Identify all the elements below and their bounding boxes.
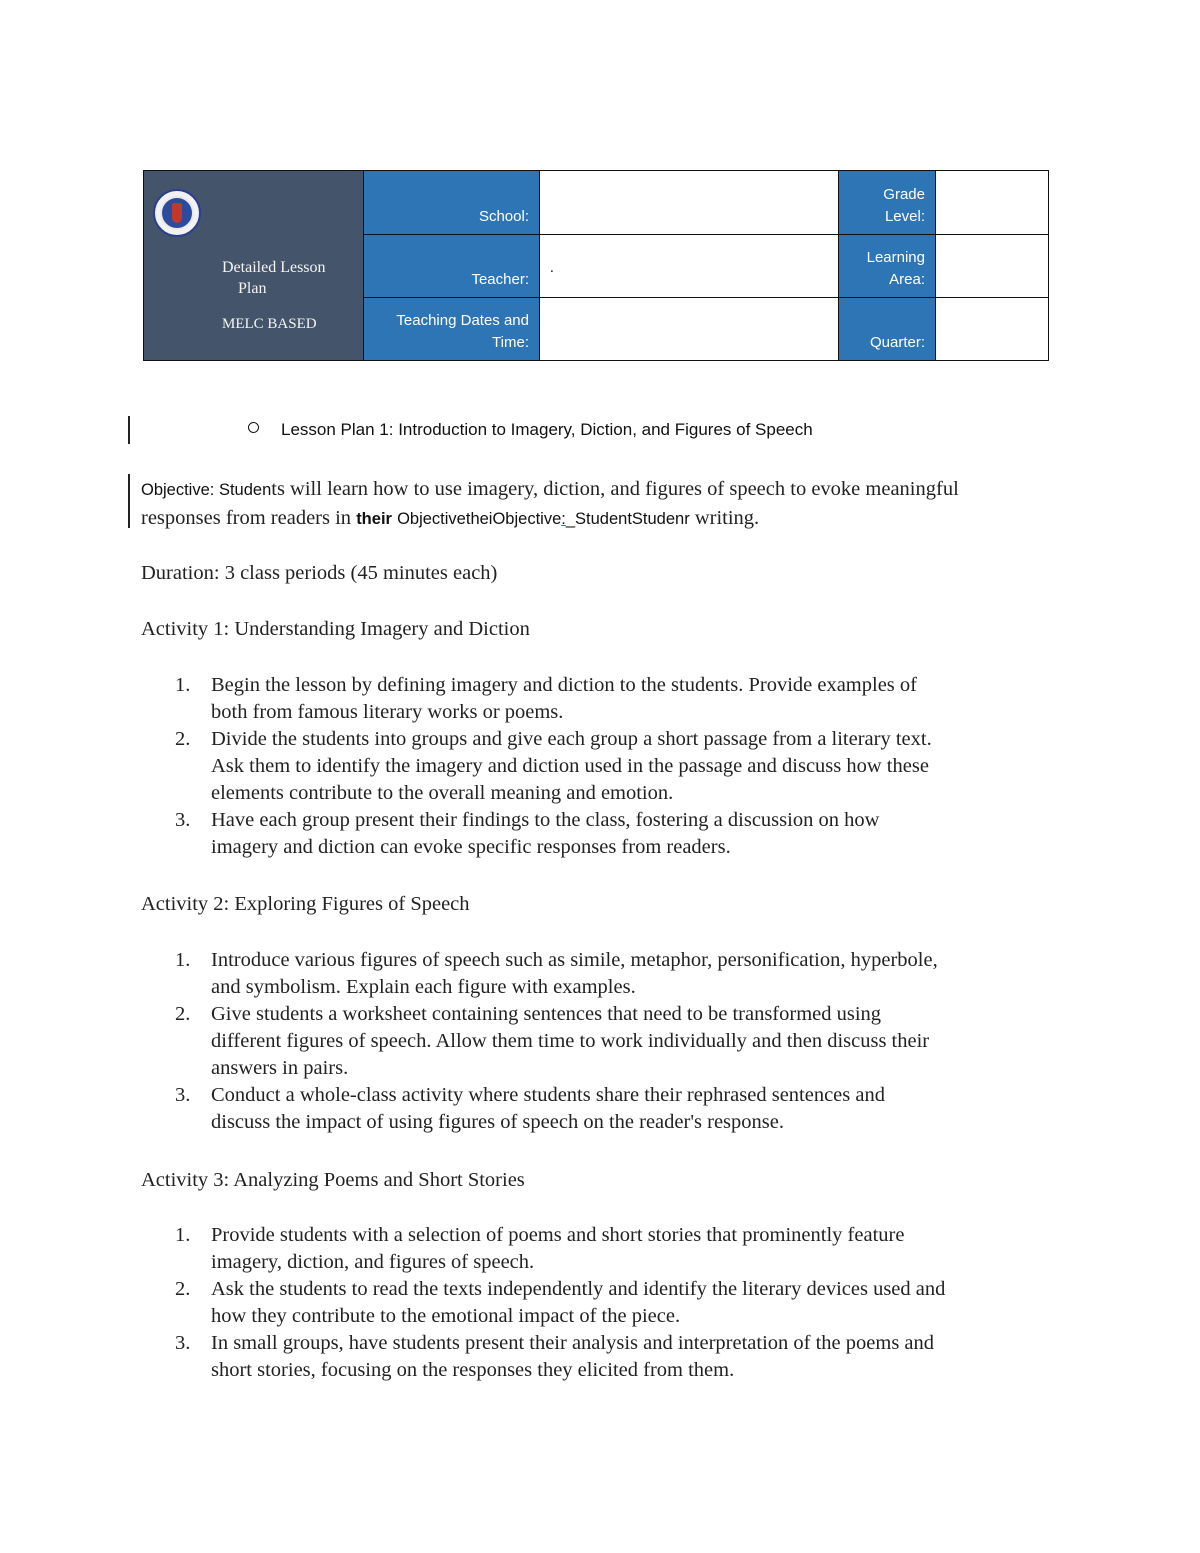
objective-end: writing. [689,507,760,529]
list-item: 1. Introduce various figures of speech such as simile, metaphor, personification, hyperbole, and symbolism. Explain each figure with examples. [175,949,938,998]
change-bar [128,416,130,444]
objective-paragraph [141,475,1041,533]
header-title-cell [144,171,364,360]
activity-1-steps [141,672,1061,861]
learning-area-label: Learning Area: [839,235,936,298]
grade-level-label: Grade Level: [839,171,936,235]
activity-1-title: Activity 1: Understanding Imagery and Diction [141,618,530,640]
school-label: School: [364,171,540,235]
lesson-title: Lesson Plan 1: Introduction to Imagery, Diction, and Figures of Speech [248,420,813,440]
teacher-value[interactable]: . [540,235,839,298]
list-item: 3. Have each group present their findings to the class, fostering a discussion on how imagery and diction can evoke specific responses from readers. [175,809,880,858]
objective-artifact-2: : [561,510,566,528]
header-subtitle: MELC BASED [222,316,317,332]
title-line-2: Plan [238,280,267,297]
objective-their: their [356,510,392,528]
deped-seal-logo [153,189,201,237]
objective-artifact-1: ObjectivetheiObjective [397,510,562,528]
teaching-dates-value[interactable] [540,298,839,360]
activity-2-steps [141,947,1061,1136]
teaching-dates-label: Teaching Dates and Time: [364,298,540,360]
duration: Duration: 3 class periods (45 minutes each) [141,562,498,584]
list-item: 2. Ask the students to read the texts independently and identify the literary devices used and how they contribute to the emotional impact of the piece. [175,1278,946,1327]
activity-3-steps [141,1222,1061,1384]
lesson-plan-header-table [143,170,1049,361]
objective-label: Objective: Studen [141,481,272,499]
change-bar [128,474,130,528]
list-item: 1. Provide students with a selection of poems and short stories that prominently feature imagery, diction, and figures of speech. [175,1224,905,1273]
activity-3-title: Activity 3: Analyzing Poems and Short Stories [141,1169,525,1191]
quarter-value[interactable] [936,298,1048,360]
learning-area-value[interactable] [936,235,1048,298]
objective-artifact-3: _StudentStudenr [565,510,690,528]
school-value[interactable] [540,171,839,235]
hollow-bullet-icon [248,422,259,433]
list-item: 2. Divide the students into groups and give each group a short passage from a literary text. Ask them to identify the imagery and diction used in the passage and discuss how these elements contribute to the overall meaning and emotion. [175,728,932,804]
activity-2-title: Activity 2: Exploring Figures of Speech [141,893,470,915]
objective-text: ts will learn how to use imagery, diction, and figures of speech to evoke meaningful responses from readers in [141,478,959,529]
list-item: 2. Give students a worksheet containing sentences that need to be transformed using different figures of speech. Allow them time to work individually and then discuss their answers in pairs. [175,1003,930,1079]
header-title [222,257,326,335]
quarter-label: Quarter: [839,298,936,360]
title-line-1: Detailed Lesson [222,259,326,276]
list-item: 3. Conduct a whole-class activity where students share their rephrased sentences and discuss the impact of using figures of speech on the reader's response. [175,1084,885,1133]
list-item: 1. Begin the lesson by defining imagery and diction to the students. Provide examples of both from famous literary works or poems. [175,674,917,723]
teacher-label: Teacher: [364,235,540,298]
grade-level-value[interactable] [936,171,1048,235]
list-item: 3. In small groups, have students present their analysis and interpretation of the poems and short stories, focusing on the responses they elicited from them. [175,1332,935,1381]
